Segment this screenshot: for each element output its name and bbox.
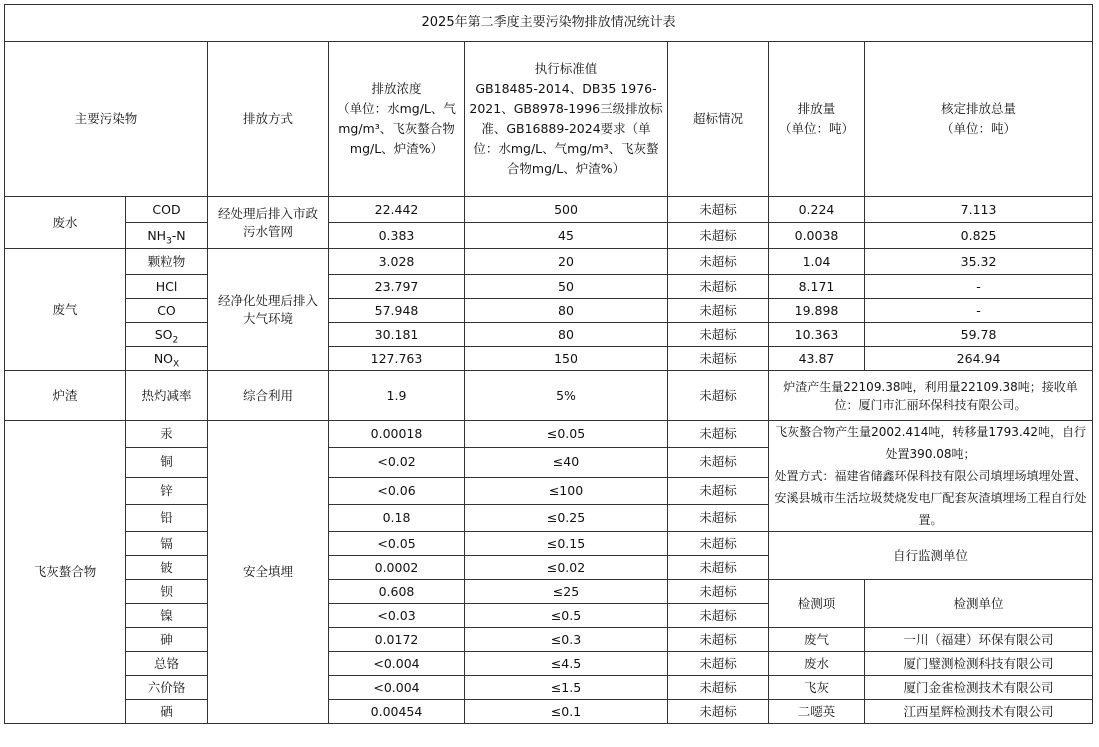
table-row bbox=[5, 223, 1093, 249]
total-value: 35.32 bbox=[865, 249, 1093, 275]
header-concentration: 排放浓度 （单位：水mg/L、气mg/m³、飞灰螯合物mg/L、炉渣%） bbox=[329, 42, 465, 197]
concentration-value: 0.608 bbox=[329, 580, 465, 604]
monitor-unit: 江西星辉检测技术有限公司 bbox=[865, 700, 1093, 724]
exceed-status: 未超标 bbox=[668, 421, 769, 448]
amount-value: 10.363 bbox=[769, 323, 865, 347]
standard-value: 80 bbox=[465, 323, 668, 347]
exceed-status: 未超标 bbox=[668, 652, 769, 676]
monitor-item: 飞灰 bbox=[769, 676, 865, 700]
header-pollutant: 主要污染物 bbox=[5, 42, 208, 197]
category-exhaust: 废气 bbox=[5, 249, 126, 371]
concentration-value: 0.18 bbox=[329, 504, 465, 531]
exceed-status: 未超标 bbox=[668, 223, 769, 249]
monitor-unit: 一川（福建）环保有限公司 bbox=[865, 628, 1093, 652]
pollutant-name: 铅 bbox=[126, 504, 208, 531]
header-method: 排放方式 bbox=[208, 42, 329, 197]
exceed-status: 未超标 bbox=[668, 323, 769, 347]
slag-note: 炉渣产生量22109.38吨，利用量22109.38吨；接收单位：厦门市汇丽环保科技有限公司。 bbox=[769, 371, 1093, 421]
table-row bbox=[5, 580, 1093, 604]
header-standard: 执行标准值 GB18485-2014、DB35 1976-2021、GB8978-1996三级排放标准、GB16889-2024要求（单位：水mg/L、气mg/m³、飞灰螯合物mg/L、炉渣%） bbox=[465, 42, 668, 197]
amount-value: 43.87 bbox=[769, 347, 865, 371]
concentration-value: 0.00018 bbox=[329, 421, 465, 448]
amount-value: 0.224 bbox=[769, 197, 865, 223]
standard-value: 500 bbox=[465, 197, 668, 223]
monitor-header-item: 检测项 bbox=[769, 580, 865, 628]
concentration-value: 0.0172 bbox=[329, 628, 465, 652]
exceed-status: 未超标 bbox=[668, 275, 769, 299]
pollutant-name: 钡 bbox=[126, 580, 208, 604]
formula-subscript: 3 bbox=[166, 236, 172, 246]
exceed-status: 未超标 bbox=[668, 700, 769, 724]
table-row bbox=[5, 421, 1093, 448]
standard-value: ≤0.15 bbox=[465, 532, 668, 556]
pollutant-name: 热灼减率 bbox=[126, 371, 208, 421]
standard-value: ≤40 bbox=[465, 448, 668, 477]
formula-main: NH bbox=[147, 227, 167, 243]
table-row bbox=[5, 249, 1093, 275]
standard-value: ≤0.25 bbox=[465, 504, 668, 531]
table-row bbox=[5, 532, 1093, 556]
category-wastewater: 废水 bbox=[5, 197, 126, 249]
formula-subscript: 2 bbox=[172, 335, 179, 345]
table-row bbox=[5, 371, 1093, 421]
method-exhaust: 经净化处理后排入大气环境 bbox=[208, 249, 329, 371]
method-slag: 综合利用 bbox=[208, 371, 329, 421]
standard-value: 20 bbox=[465, 249, 668, 275]
pollutant-name: CO bbox=[126, 299, 208, 323]
concentration-value: <0.05 bbox=[329, 532, 465, 556]
formula-main: NO bbox=[153, 350, 174, 366]
standard-value: ≤4.5 bbox=[465, 652, 668, 676]
exceed-status: 未超标 bbox=[668, 676, 769, 700]
header-total: 核定排放总量 （单位：吨） bbox=[865, 42, 1093, 197]
concentration-value: <0.06 bbox=[329, 477, 465, 504]
standard-value: ≤0.05 bbox=[465, 421, 668, 448]
pollutant-name: COD bbox=[126, 197, 208, 223]
exceed-status: 未超标 bbox=[668, 580, 769, 604]
exceed-status: 未超标 bbox=[668, 532, 769, 556]
formula-main: SO bbox=[154, 326, 173, 342]
monitor-item: 废水 bbox=[769, 652, 865, 676]
formula-subscript: X bbox=[173, 359, 180, 369]
concentration-value: 57.948 bbox=[329, 299, 465, 323]
concentration-value: 22.442 bbox=[329, 197, 465, 223]
standard-value: 45 bbox=[465, 223, 668, 249]
concentration-value: <0.004 bbox=[329, 652, 465, 676]
concentration-value: <0.03 bbox=[329, 604, 465, 628]
concentration-value: 0.0002 bbox=[329, 556, 465, 580]
exceed-status: 未超标 bbox=[668, 477, 769, 504]
table-row bbox=[5, 652, 1093, 676]
exceed-status: 未超标 bbox=[668, 628, 769, 652]
exceed-status: 未超标 bbox=[668, 556, 769, 580]
pollutant-name: 汞 bbox=[126, 421, 208, 448]
table-row bbox=[5, 700, 1093, 724]
table-row bbox=[5, 676, 1093, 700]
exceed-status: 未超标 bbox=[668, 347, 769, 371]
total-value: 264.94 bbox=[865, 347, 1093, 371]
exceed-status: 未超标 bbox=[668, 249, 769, 275]
monitor-header-unit: 检测单位 bbox=[865, 580, 1093, 628]
exceed-status: 未超标 bbox=[668, 299, 769, 323]
standard-value: 5% bbox=[465, 371, 668, 421]
monitor-item: 二噁英 bbox=[769, 700, 865, 724]
concentration-value: 30.181 bbox=[329, 323, 465, 347]
standard-value: ≤25 bbox=[465, 580, 668, 604]
emission-statistics-table bbox=[4, 4, 1093, 724]
amount-value: 1.04 bbox=[769, 249, 865, 275]
table-row bbox=[5, 323, 1093, 347]
total-value: - bbox=[865, 275, 1093, 299]
pollutant-name bbox=[126, 323, 208, 347]
standard-value: ≤0.1 bbox=[465, 700, 668, 724]
standard-value: ≤1.5 bbox=[465, 676, 668, 700]
table-row bbox=[5, 299, 1093, 323]
exceed-status: 未超标 bbox=[668, 371, 769, 421]
monitor-unit: 厦门璧测检测科技有限公司 bbox=[865, 652, 1093, 676]
method-flyash: 安全填埋 bbox=[208, 421, 329, 724]
standard-value: 150 bbox=[465, 347, 668, 371]
pollutant-name: 六价铬 bbox=[126, 676, 208, 700]
concentration-value: 3.028 bbox=[329, 249, 465, 275]
standard-value: 50 bbox=[465, 275, 668, 299]
concentration-value: 127.763 bbox=[329, 347, 465, 371]
amount-value: 0.0038 bbox=[769, 223, 865, 249]
monitor-item: 废气 bbox=[769, 628, 865, 652]
total-value: 7.113 bbox=[865, 197, 1093, 223]
exceed-status: 未超标 bbox=[668, 604, 769, 628]
concentration-value: 0.383 bbox=[329, 223, 465, 249]
formula-tail: -N bbox=[171, 227, 186, 243]
pollutant-name: 镉 bbox=[126, 532, 208, 556]
monitor-title: 自行监测单位 bbox=[769, 532, 1093, 580]
table-title: 2025年第二季度主要污染物排放情况统计表 bbox=[5, 5, 1093, 42]
amount-value: 8.171 bbox=[769, 275, 865, 299]
pollutant-name: 硒 bbox=[126, 700, 208, 724]
table-row bbox=[5, 628, 1093, 652]
method-wastewater: 经处理后排入市政污水管网 bbox=[208, 197, 329, 249]
pollutant-name: 镍 bbox=[126, 604, 208, 628]
amount-value: 19.898 bbox=[769, 299, 865, 323]
pollutant-name: 铜 bbox=[126, 448, 208, 477]
standard-value: ≤100 bbox=[465, 477, 668, 504]
exceed-status: 未超标 bbox=[668, 504, 769, 531]
standard-value: ≤0.5 bbox=[465, 604, 668, 628]
concentration-value: 1.9 bbox=[329, 371, 465, 421]
table-row bbox=[5, 275, 1093, 299]
table-row bbox=[5, 347, 1093, 371]
concentration-value: 23.797 bbox=[329, 275, 465, 299]
standard-value: ≤0.3 bbox=[465, 628, 668, 652]
total-value: 0.825 bbox=[865, 223, 1093, 249]
total-value: - bbox=[865, 299, 1093, 323]
exceed-status: 未超标 bbox=[668, 448, 769, 477]
category-slag: 炉渣 bbox=[5, 371, 126, 421]
concentration-value: 0.00454 bbox=[329, 700, 465, 724]
concentration-value: <0.004 bbox=[329, 676, 465, 700]
total-value: 59.78 bbox=[865, 323, 1093, 347]
header-amount: 排放量 （单位：吨） bbox=[769, 42, 865, 197]
pollutant-name: 砷 bbox=[126, 628, 208, 652]
concentration-value: <0.02 bbox=[329, 448, 465, 477]
pollutant-name: 颗粒物 bbox=[126, 249, 208, 275]
pollutant-name bbox=[126, 347, 208, 371]
flyash-note: 飞灰螯合物产生量2002.414吨，转移量1793.42吨，自行处置390.08吨； 处置方式：福建省储鑫环保科技有限公司填埋场填埋处置、安溪县城市生活垃圾焚烧发电厂配套灰渣填埋场工程自行处置。 bbox=[769, 421, 1093, 532]
category-flyash: 飞灰螯合物 bbox=[5, 421, 126, 724]
pollutant-name: 铍 bbox=[126, 556, 208, 580]
pollutant-name bbox=[126, 223, 208, 249]
monitor-unit: 厦门金雀检测技术有限公司 bbox=[865, 676, 1093, 700]
table-row bbox=[5, 197, 1093, 223]
header-exceed: 超标情况 bbox=[668, 42, 769, 197]
standard-value: ≤0.02 bbox=[465, 556, 668, 580]
pollutant-name: 锌 bbox=[126, 477, 208, 504]
pollutant-name: HCl bbox=[126, 275, 208, 299]
standard-value: 80 bbox=[465, 299, 668, 323]
exceed-status: 未超标 bbox=[668, 197, 769, 223]
pollutant-name: 总铬 bbox=[126, 652, 208, 676]
